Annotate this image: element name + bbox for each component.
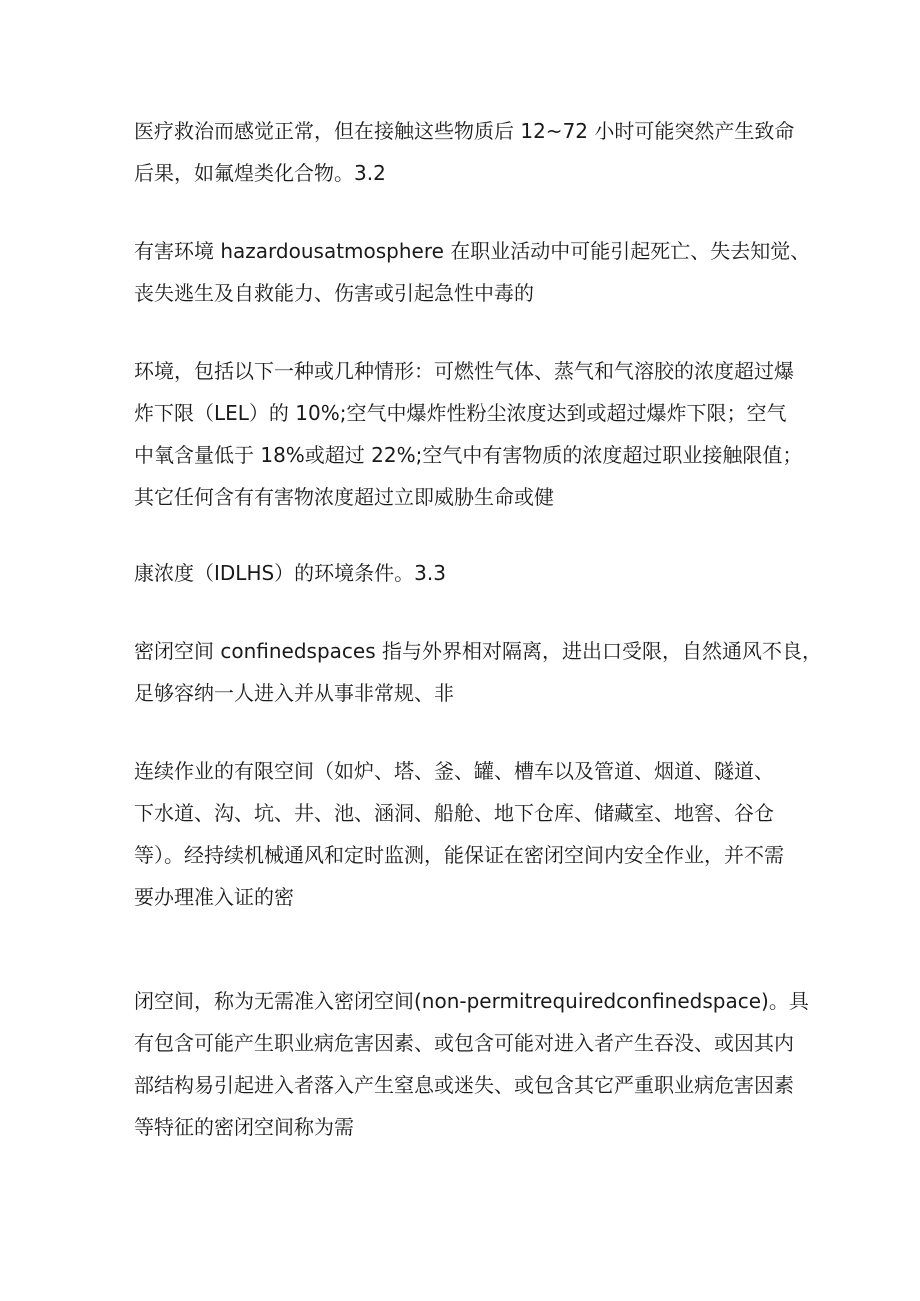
text-line: 闭空间，称为无需准入密闭空间(non-permitrequiredconfinedspace)。具	[134, 989, 809, 1013]
text-line: 其它任何含有有害物浓度超过立即威胁生命或健	[134, 485, 554, 509]
text-line: 等）。经持续机械通风和定时监测，能保证在密闭空间内安全作业，并不需	[134, 843, 784, 867]
text-line: 中氧含量低于 18%或超过 22%;空气中有害物质的浓度超过职业接触限值；	[134, 443, 803, 467]
text-line: 有害环境 hazardousatmosphere 在职业活动中可能引起死亡、失去知觉、	[134, 239, 811, 263]
paragraph-7	[134, 980, 824, 1148]
text-line: 要办理准入证的密	[134, 885, 294, 909]
paragraph-4	[134, 552, 824, 594]
text-line: 足够容纳一人进入并从事非常规、非	[134, 681, 454, 705]
text-line: 丧失逃生及自救能力、伤害或引起急性中毒的	[134, 281, 534, 305]
paragraph-5	[134, 630, 824, 714]
paragraph-3	[134, 350, 824, 518]
text-line: 环境，包括以下一种或几种情形：可燃性气体、蒸气和气溶胶的浓度超过爆	[134, 359, 794, 383]
text-line: 部结构易引起进入者落入产生窒息或迷失、或包含其它严重职业病危害因素	[134, 1073, 794, 1097]
text-line: 连续作业的有限空间（如炉、塔、釜、罐、槽车以及管道、烟道、隧道、	[134, 759, 774, 783]
text-line: 下水道、沟、坑、井、池、涵洞、船舱、地下仓库、储藏室、地窖、谷仓	[134, 801, 774, 825]
paragraph-6	[134, 750, 824, 918]
text-line: 康浓度（IDLHS）的环境条件。3.3	[134, 561, 446, 585]
text-line: 后果，如氟煌类化合物。3.2	[134, 161, 386, 185]
paragraph-1	[134, 110, 824, 194]
text-line: 等特征的密闭空间称为需	[134, 1115, 354, 1139]
text-line: 炸下限（LEL）的 10%;空气中爆炸性粉尘浓度达到或超过爆炸下限；空气	[134, 401, 787, 425]
paragraph-2	[134, 230, 824, 314]
text-line: 医疗救治而感觉正常，但在接触这些物质后 12~72 小时可能突然产生致命	[134, 119, 795, 143]
text-line: 密闭空间 confinedspaces 指与外界相对隔离，进出口受限，自然通风不良，	[134, 639, 822, 663]
text-line: 有包含可能产生职业病危害因素、或包含可能对进入者产生吞没、或因其内	[134, 1031, 794, 1055]
